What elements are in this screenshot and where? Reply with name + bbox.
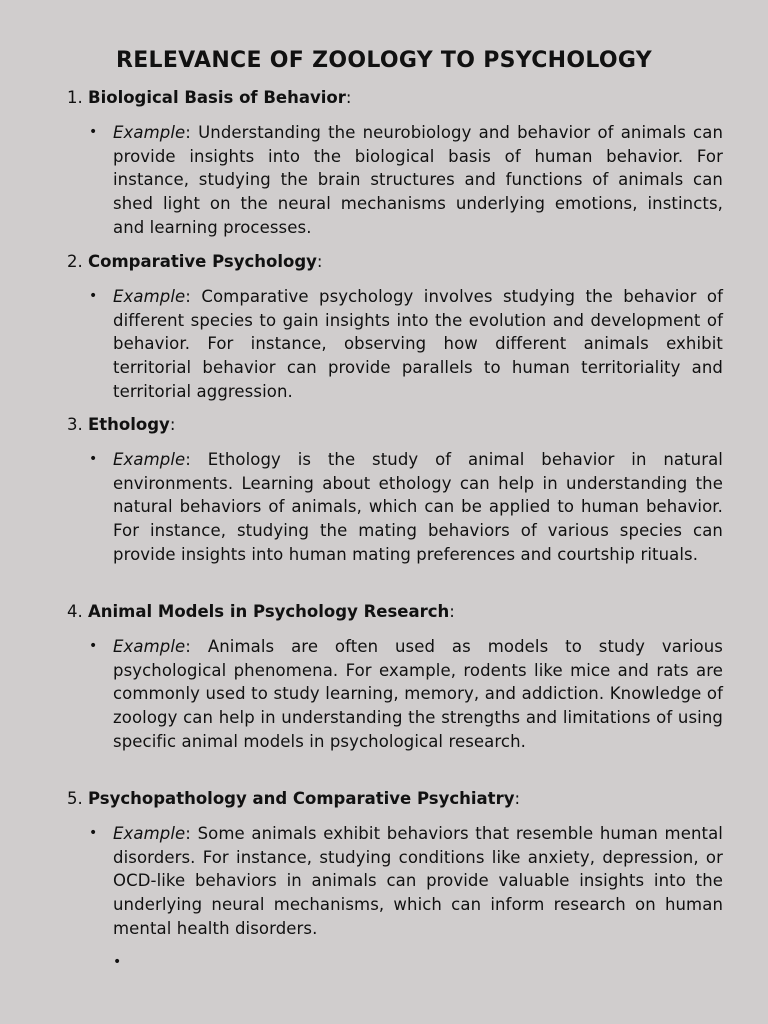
item-heading-colon: : [169, 415, 176, 434]
item-heading-colon: : [449, 602, 455, 621]
item-heading [67, 413, 727, 437]
list-item [67, 600, 727, 751]
bullet-icon: • [89, 288, 98, 304]
example-bullet [89, 285, 723, 404]
example-text: : Comparative psychology involves studying the behavior of different species to gain insights into the evolution and development of behavior. For instance, observing how different animals exhibit territorial behavior can provide parallels to human territoriality and territorial aggression. [113, 287, 723, 401]
item-heading-text: Ethology [88, 415, 170, 434]
item-heading-colon: : [316, 252, 323, 271]
example-label: Example [113, 123, 186, 142]
item-number: 2. [67, 252, 83, 271]
bullet-icon: • [89, 825, 98, 841]
empty-bullet-icon: • [113, 954, 122, 970]
example-bullet [89, 121, 723, 240]
bullet-icon: • [89, 638, 98, 654]
bullet-icon: • [89, 451, 98, 467]
example-bullet [89, 635, 723, 754]
item-heading-text: Comparative Psychology [88, 252, 317, 271]
item-heading-text: Animal Models in Psychology Research [88, 602, 450, 621]
page-title: RELEVANCE OF ZOOLOGY TO PSYCHOLOGY [115, 48, 653, 73]
example-label: Example [113, 824, 186, 843]
list-item [67, 250, 727, 401]
list-item [67, 86, 727, 237]
item-number: 1. [67, 88, 83, 107]
example-bullet [89, 448, 723, 567]
example-text: : Some animals exhibit behaviors that resemble human mental disorders. For instance, studying conditions like anxiety, depression, or OCD-like behaviors in animals can provide valuable insights into the underlying neural mechanisms, which can inform research on human mental health disorders. [113, 824, 723, 938]
item-number: 4. [67, 602, 83, 621]
example-text: : Ethology is the study of animal behavior in natural environments. Learning about ethology can help in understanding the natural behaviors of animals, which can be applied to human behavior. For instance, studying the mating behaviors of various species can provide insights into human mating preferences and courtship rituals. [113, 450, 723, 564]
example-text: : Animals are often used as models to study various psychological phenomena. For example, rodents like mice and rats are commonly used to study learning, memory, and addiction. Knowledge of zoology can help in understanding the strengths and limitations of using specific animal models in psychological research. [113, 637, 723, 751]
item-heading-text: Psychopathology and Comparative Psychiatry [88, 789, 515, 808]
item-heading-colon: : [514, 789, 521, 808]
example-label: Example [113, 637, 186, 656]
item-heading [67, 86, 727, 110]
item-number: 5. [67, 789, 83, 808]
example-label: Example [113, 450, 186, 469]
item-heading [67, 250, 727, 274]
example-label: Example [113, 287, 186, 306]
list-item [67, 413, 727, 564]
item-heading-text: Biological Basis of Behavior [88, 88, 346, 107]
item-heading [67, 787, 727, 811]
item-heading-colon: : [345, 88, 352, 107]
example-bullet [89, 822, 723, 941]
example-text: : Understanding the neurobiology and behavior of animals can provide insights into the biological basis of human behavior. For instance, studying the brain structures and functions of animals can shed light on the neural mechanisms underlying emotions, instincts, and learning processes. [113, 123, 723, 237]
item-heading [67, 600, 727, 624]
item-number: 3. [67, 415, 83, 434]
bullet-icon: • [89, 124, 98, 140]
list-item [67, 787, 727, 938]
